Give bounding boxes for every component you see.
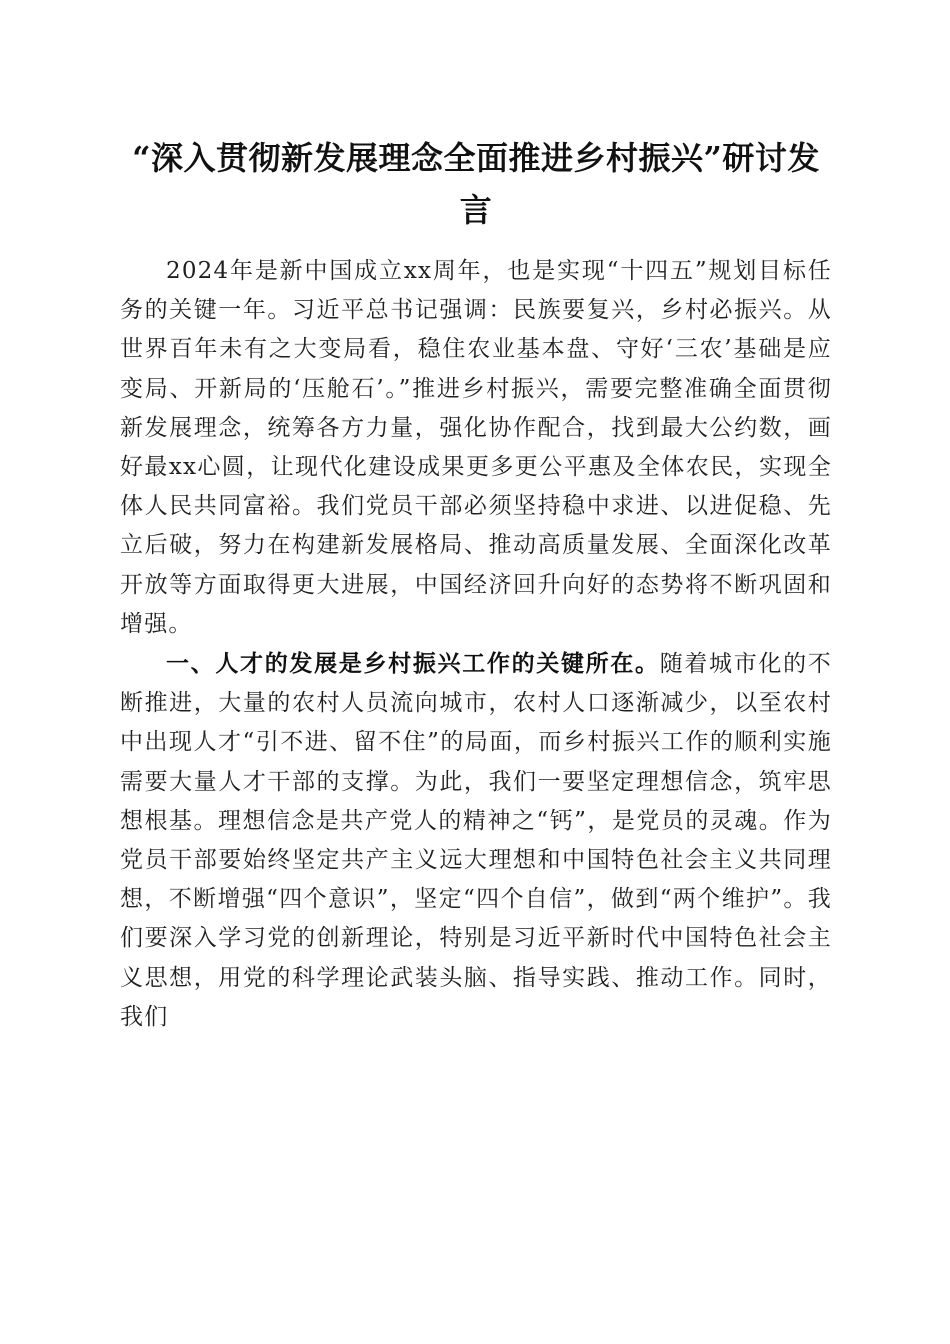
section-one-paragraph — [120, 644, 832, 1037]
intro-paragraph — [120, 252, 832, 644]
section-one-text: 随着城市化的不断推进，大量的农村人员流向城市，农村人口逐渐减少，以至农村中出现人才“引不进、留不住”的局面，而乡村振兴工作的顺利实施需要大量人才干部的支撑。为此，我们一要坚定理想信念，筑牢思想根基。理想信念是共产党人的精神之“钙”，是党员的灵魂。作为党员干部要始终坚定共产主义远大理想和中国特色社会主义共同理想，不断增强“四个意识”，坚定“四个自信”，做到“两个维护”。我们要深入学习党的创新理论，特别是习近平新时代中国特色社会主义思想，用党的科学理论武装头脑、指导实践、推动工作。同时，我们 — [120, 651, 832, 1030]
document-body — [120, 252, 832, 1037]
intro-paragraph-text: 2024年是新中国成立xx周年，也是实现“十四五”规划目标任务的关键一年。习近平总书记强调：民族要复兴，乡村必振兴。从世界百年未有之大变局看，稳住农业基本盘、守好‘三农’基础是应变局、开新局的‘压舱石’。”推进乡村振兴，需要完整准确全面贯彻新发展理念，统筹各方力量，强化协作配合，找到最大公约数，画好最xx心圆，让现代化建设成果更多更公平惠及全体农民，实现全体人民共同富裕。我们党员干部必须坚持稳中求进、以进促稳、先立后破，努力在构建新发展格局、推动高质量发展、全面深化改革开放等方面取得更大进展，中国经济回升向好的态势将不断巩固和增强。 — [120, 258, 832, 637]
document-title: “深入贯彻新发展理念全面推进乡村振兴”研讨发言 — [132, 139, 820, 229]
section-one-heading: 一、人才的发展是乡村振兴工作的关键所在。 — [166, 650, 660, 678]
